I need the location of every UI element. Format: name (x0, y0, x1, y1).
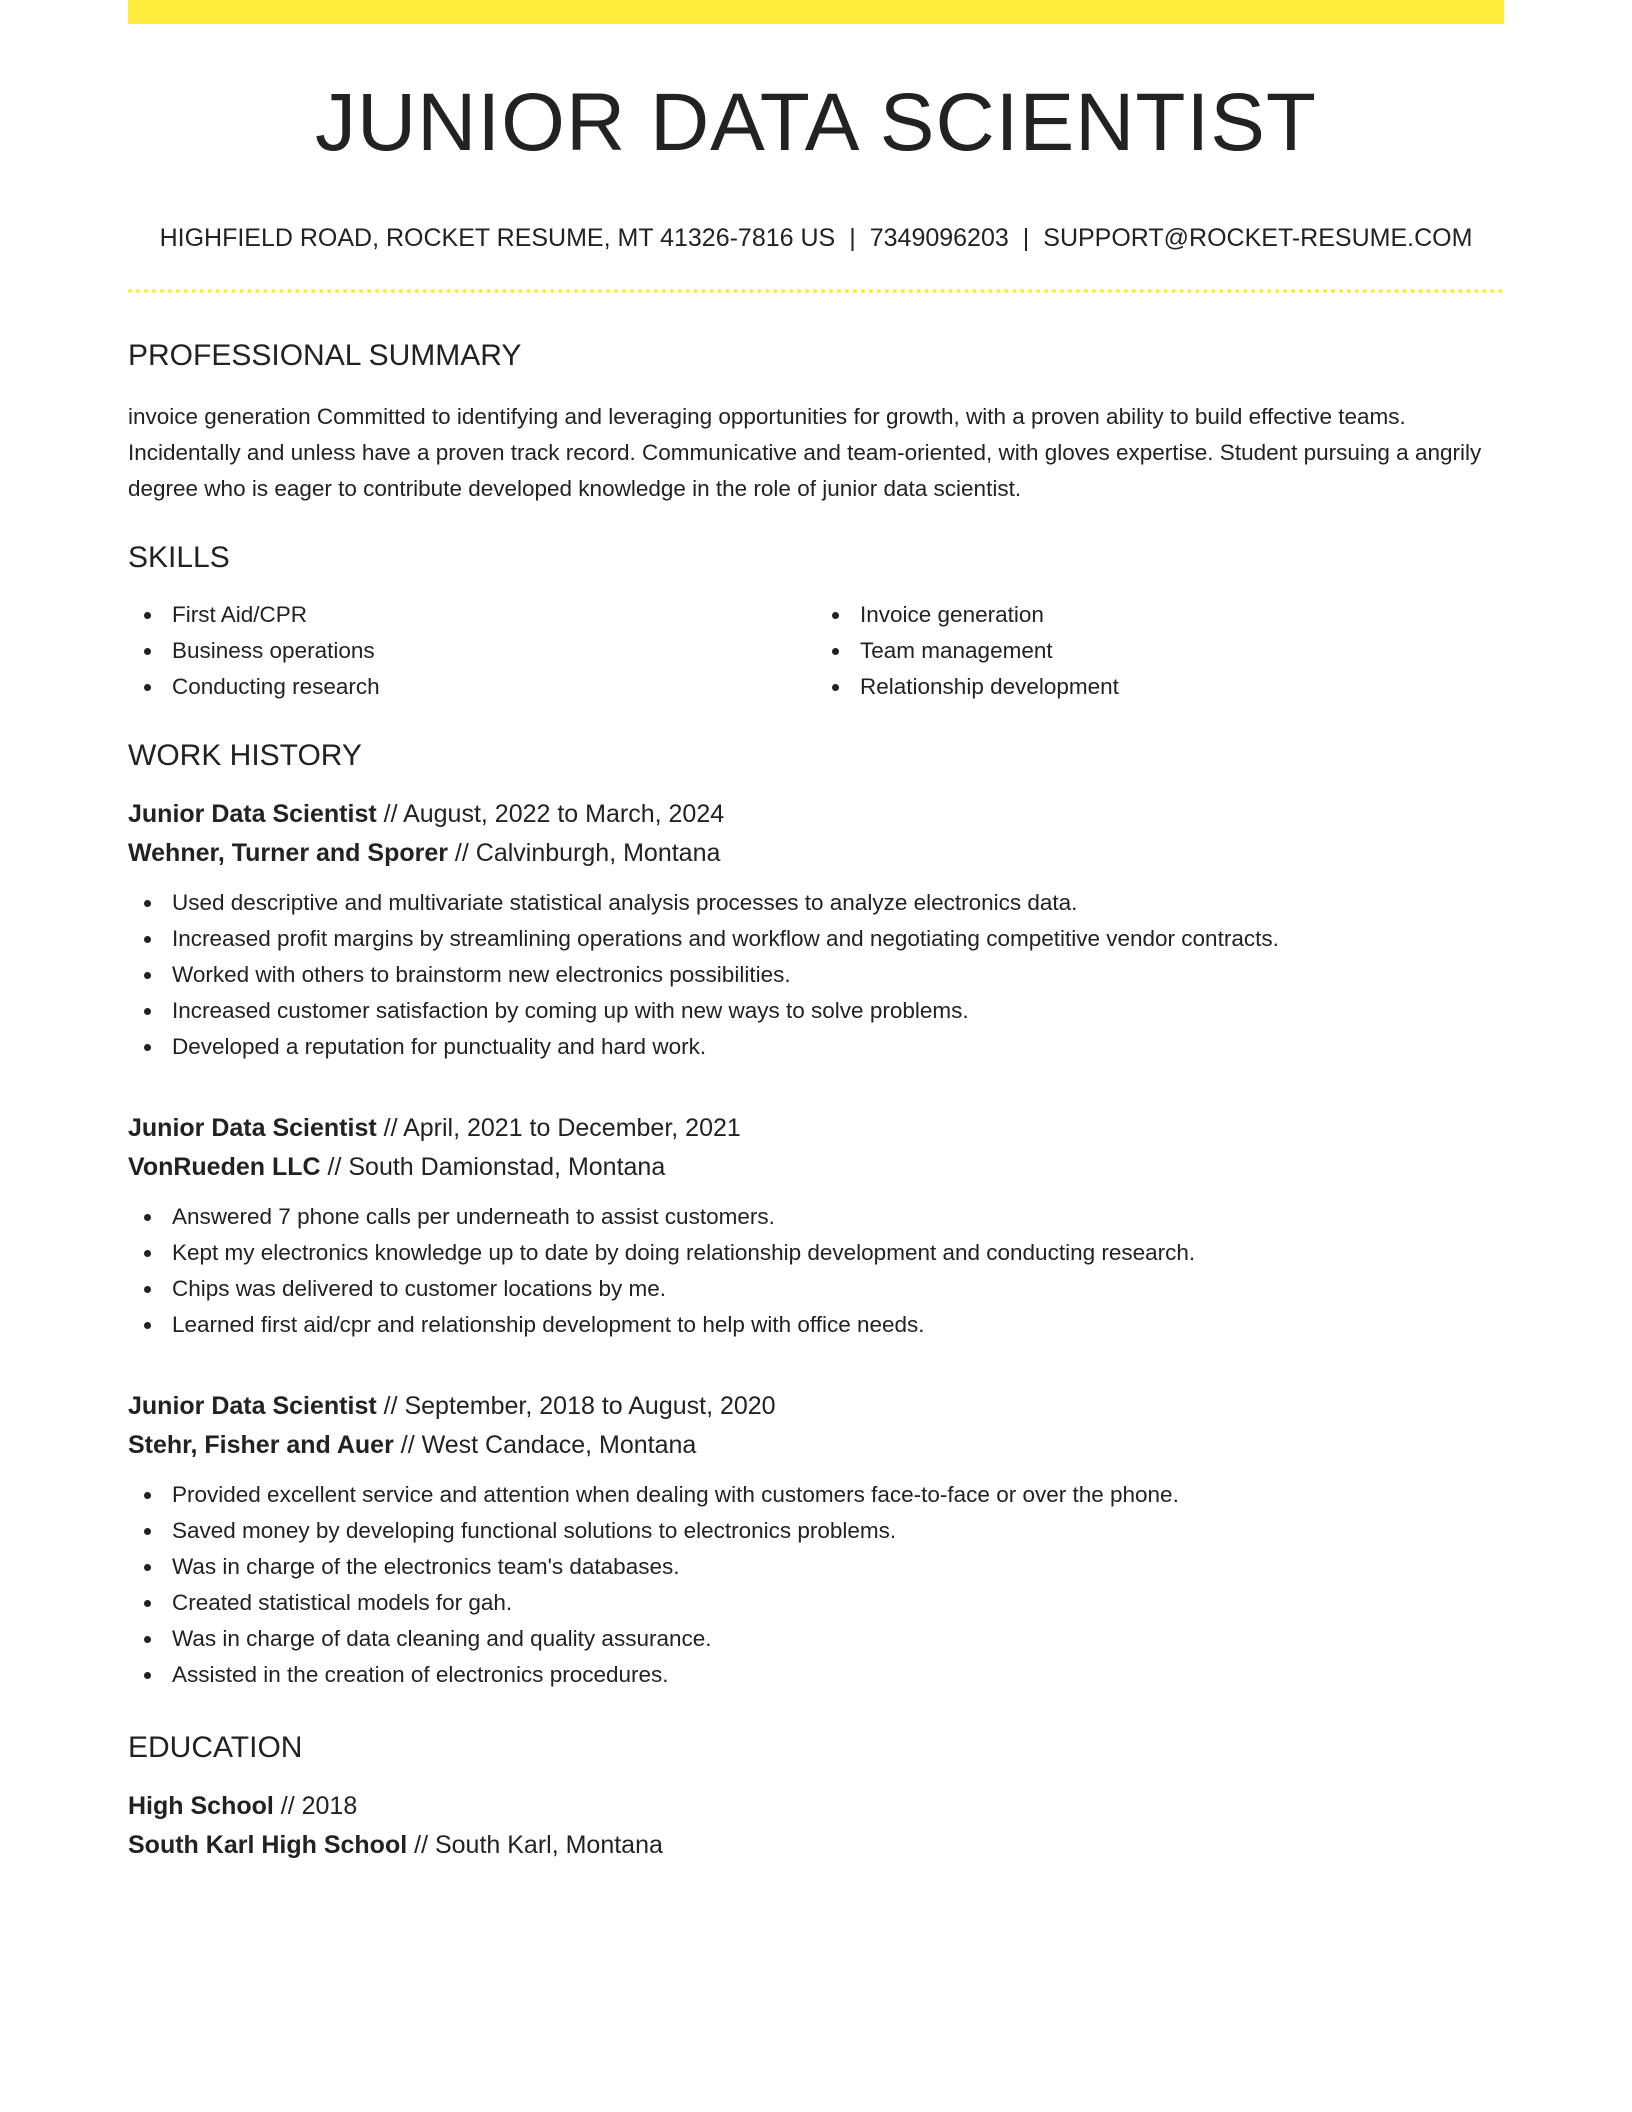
contact-line (128, 226, 1504, 251)
summary-title: PROFESSIONAL SUMMARY (128, 339, 522, 372)
skills-right-column (816, 597, 1504, 705)
delimiter: // (273, 1792, 302, 1820)
phone: 7349096203 (869, 224, 1009, 252)
job-company-line (128, 1426, 1504, 1465)
contact-separator: | (849, 224, 856, 252)
job-role-line (128, 795, 1504, 834)
job-location: South Damionstad, Montana (348, 1153, 666, 1181)
job-bullet: Was in charge of the electronics team's databases. (128, 1549, 1504, 1585)
job-bullet: Was in charge of data cleaning and quality assurance. (128, 1621, 1504, 1657)
skills-title: SKILLS (128, 541, 230, 574)
delimiter: // (407, 1831, 435, 1859)
delimiter: // (376, 1392, 405, 1420)
education-location: South Karl, Montana (434, 1831, 663, 1859)
education-title: EDUCATION (128, 1731, 303, 1764)
job-dates: April, 2021 to December, 2021 (403, 1114, 741, 1142)
education-year: 2018 (301, 1792, 358, 1820)
job-dates: September, 2018 to August, 2020 (404, 1392, 776, 1420)
job-company: Stehr, Fisher and Auer (128, 1431, 394, 1459)
job-role: Junior Data Scientist (128, 800, 377, 828)
education-degree: High School (128, 1792, 274, 1820)
job-bullet: Created statistical models for gah. (128, 1585, 1504, 1621)
delimiter: // (320, 1153, 349, 1181)
job-entry (128, 1387, 1504, 1693)
job-bullet: Used descriptive and multivariate statistical analysis processes to analyze electronics data. (128, 885, 1504, 921)
contact-separator: | (1022, 224, 1030, 252)
job-bullets (128, 885, 1504, 1065)
job-bullet: Increased customer satisfaction by coming up with new ways to solve problems. (128, 993, 1504, 1029)
job-company-line (128, 834, 1504, 873)
job-bullet: Provided excellent service and attention when dealing with customers face-to-face or over the phone. (128, 1477, 1504, 1513)
job-bullets (128, 1477, 1504, 1693)
delimiter: // (376, 1114, 404, 1142)
education-entry (128, 1787, 1504, 1865)
skill-item: Conducting research (128, 669, 816, 705)
job-bullet: Saved money by developing functional solutions to electronics problems. (128, 1513, 1504, 1549)
job-bullet: Chips was delivered to customer locations by me. (128, 1271, 1504, 1307)
job-bullet: Increased profit margins by streamlining operations and workflow and negotiating competitive vendor contracts. (128, 921, 1504, 957)
job-location: West Candace, Montana (421, 1431, 697, 1459)
delimiter: // (393, 1431, 422, 1459)
job-role: Junior Data Scientist (128, 1114, 377, 1142)
job-bullet: Answered 7 phone calls per underneath to assist customers. (128, 1199, 1504, 1235)
job-entry (128, 795, 1504, 1065)
job-role: Junior Data Scientist (128, 1392, 377, 1420)
job-bullet: Assisted in the creation of electronics procedures. (128, 1657, 1504, 1693)
job-company: VonRueden LLC (128, 1153, 321, 1181)
summary-text: invoice generation Committed to identifying and leveraging opportunities for growth, with a proven ability to build effective teams. Incidentally and unless have a proven track record. Communicative and team-oriented, with gloves expertise. Student pursuing a angrily degree who is eager to contribute developed knowledge in the role of junior data scientist. (128, 404, 1482, 501)
skill-item: Relationship development (816, 669, 1504, 705)
job-bullet: Worked with others to brainstorm new electronics possibilities. (128, 957, 1504, 993)
education-school-line (128, 1826, 1504, 1865)
dotted-divider (128, 289, 1504, 293)
job-location: Calvinburgh, Montana (475, 839, 721, 867)
skill-item: Team management (816, 633, 1504, 669)
address: HIGHFIELD ROAD, ROCKET RESUME, MT 41326-7816 US (159, 224, 836, 252)
delimiter: // (447, 839, 476, 867)
job-role-line (128, 1387, 1504, 1426)
candidate-name: JUNIOR DATA SCIENTIST (314, 77, 1318, 168)
skill-item: Business operations (128, 633, 816, 669)
skills-left-column (128, 597, 816, 705)
job-dates: August, 2022 to March, 2024 (403, 800, 725, 828)
education-school: South Karl High School (128, 1831, 408, 1859)
delimiter: // (376, 800, 404, 828)
job-role-line (128, 1109, 1504, 1148)
education-degree-line (128, 1787, 1504, 1826)
job-bullet: Developed a reputation for punctuality and hard work. (128, 1029, 1504, 1065)
accent-bar (128, 0, 1504, 24)
skill-item: Invoice generation (816, 597, 1504, 633)
job-entry (128, 1109, 1504, 1343)
skill-item: First Aid/CPR (128, 597, 816, 633)
job-company-line (128, 1148, 1504, 1187)
job-bullets (128, 1199, 1504, 1343)
email: SUPPORT@ROCKET-RESUME.COM (1043, 224, 1473, 252)
skills-list (128, 597, 1504, 705)
work-title: WORK HISTORY (128, 739, 362, 772)
job-company: Wehner, Turner and Sporer (128, 839, 448, 867)
job-bullet: Kept my electronics knowledge up to date by doing relationship development and conducting research. (128, 1235, 1504, 1271)
job-bullet: Learned first aid/cpr and relationship development to help with office needs. (128, 1307, 1504, 1343)
